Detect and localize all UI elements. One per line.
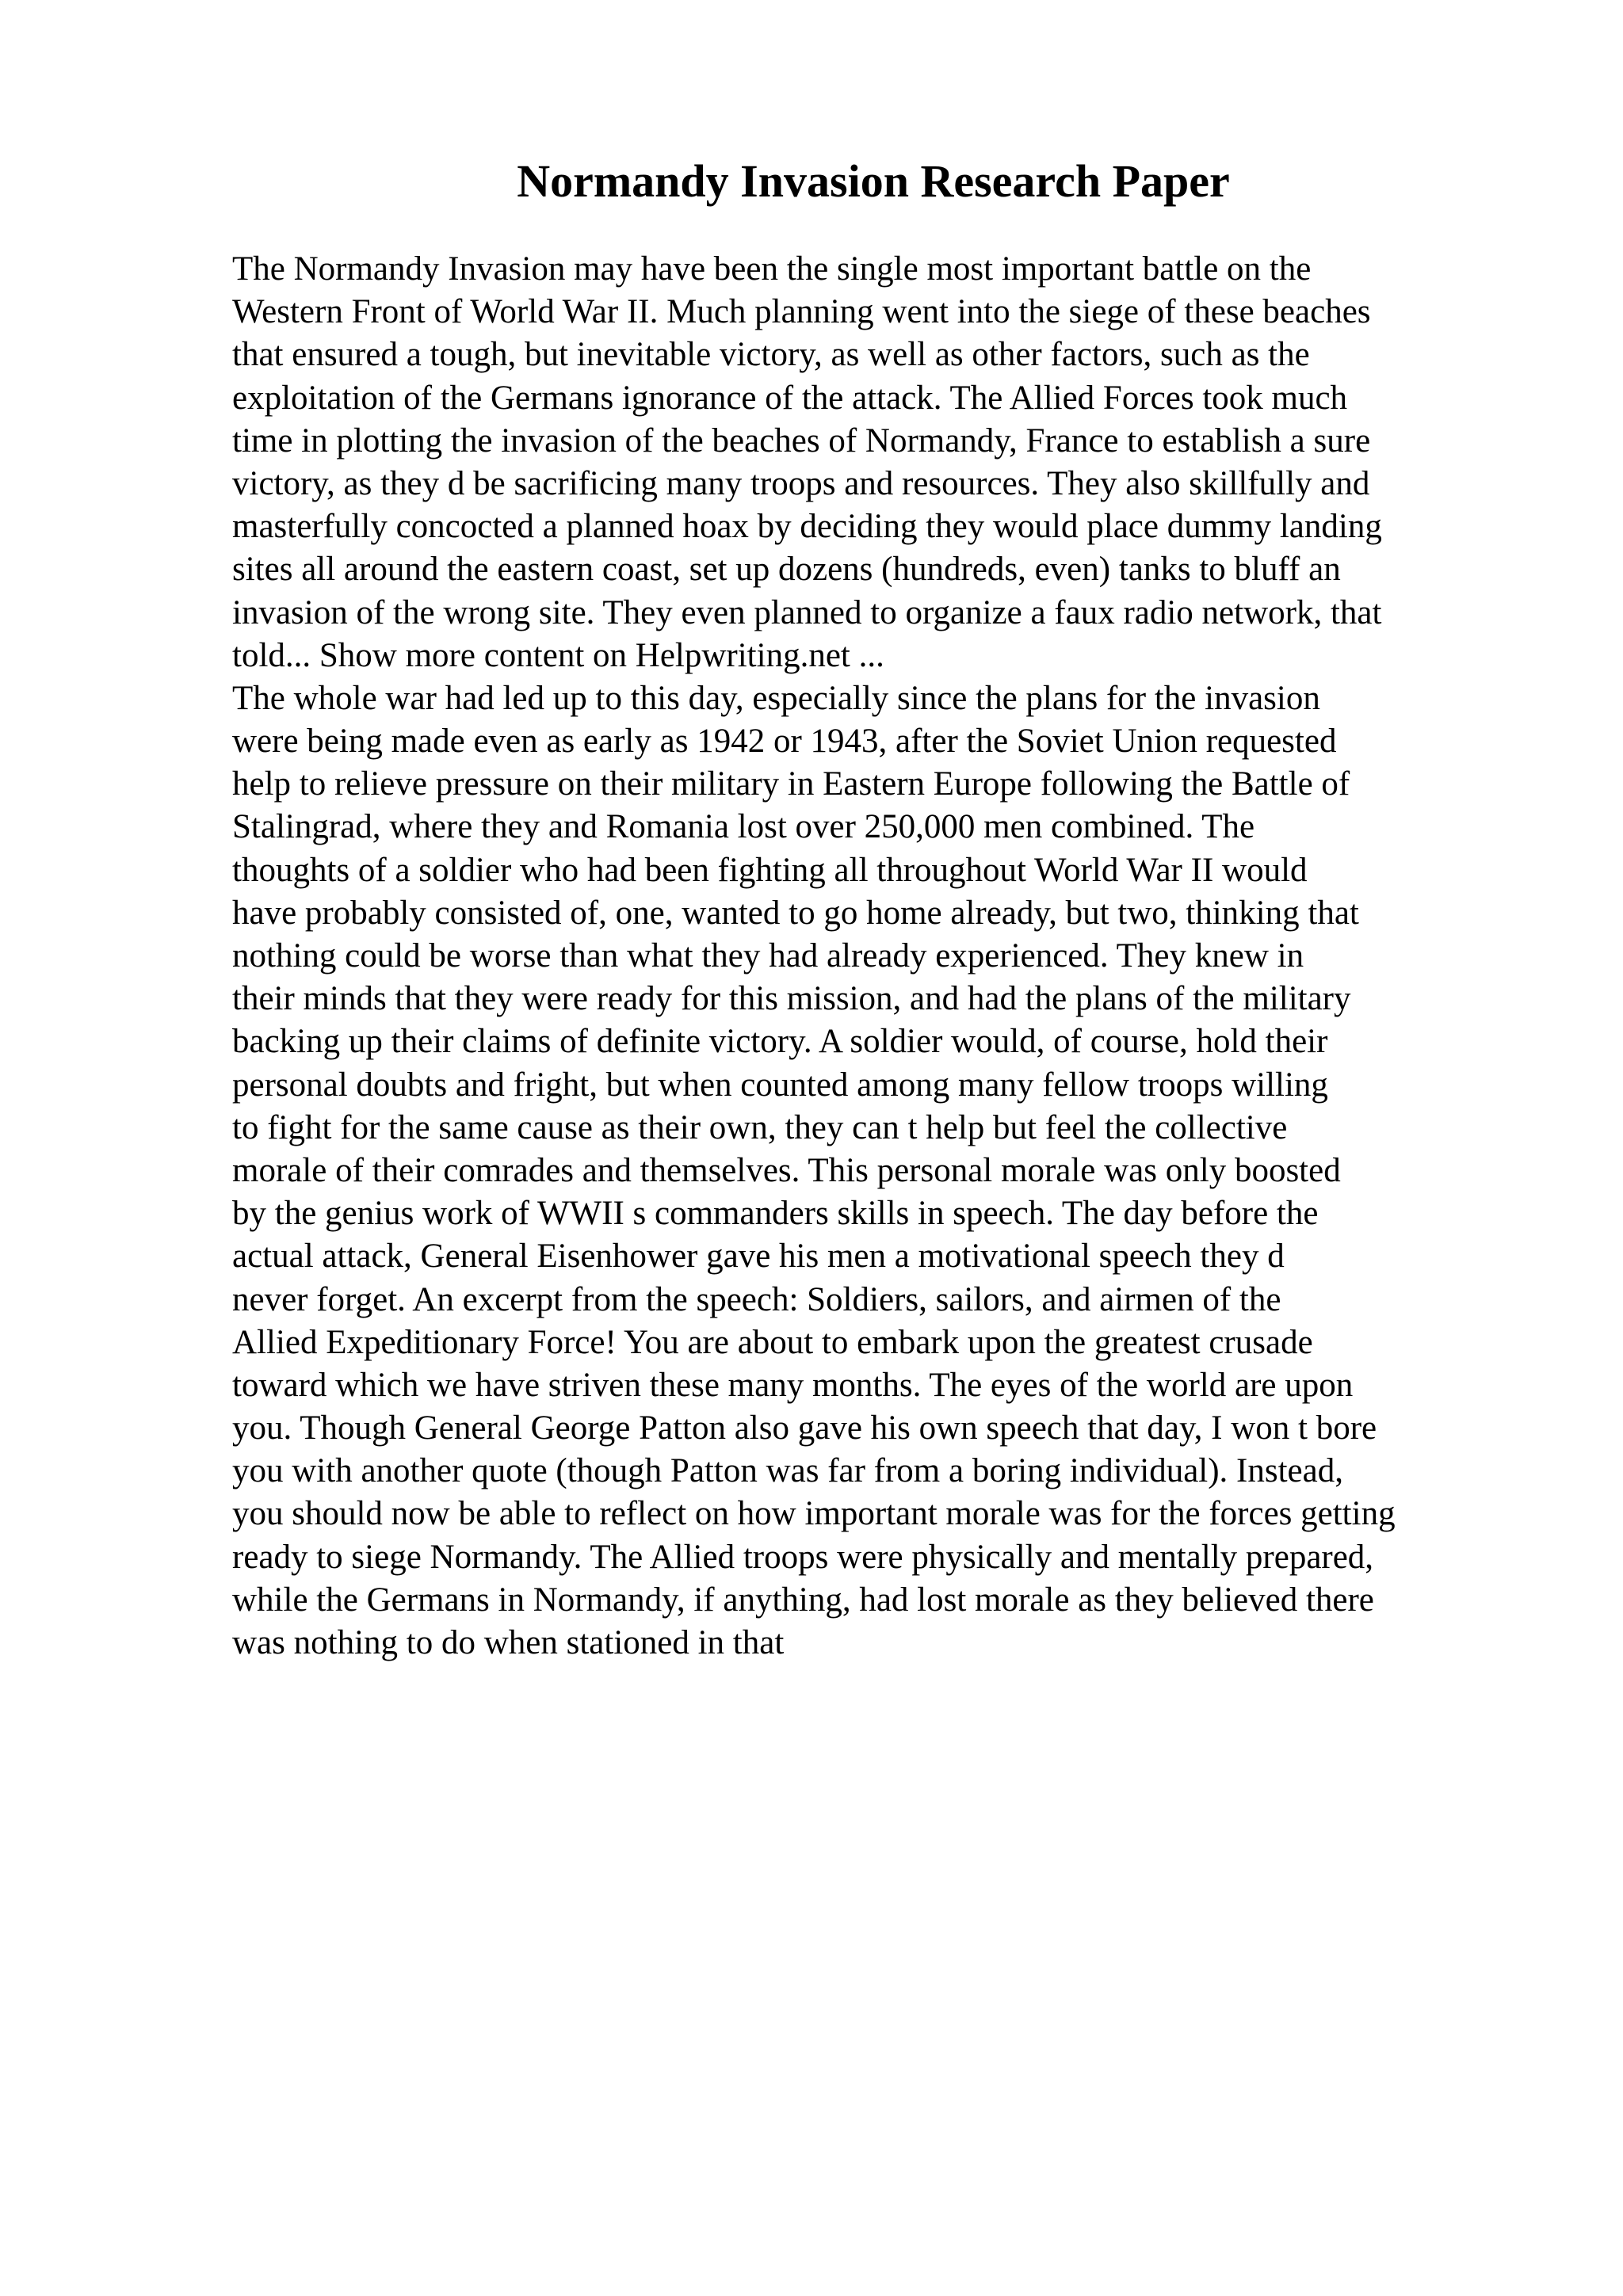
body-line: told... Show more content on Helpwriting.net ...	[232, 636, 884, 674]
body-line: you should now be able to reflect on how important morale was for the forces getting	[232, 1495, 1396, 1533]
body-line: invasion of the wrong site. They even planned to organize a faux radio network, that	[232, 593, 1382, 631]
body-line: Stalingrad, where they and Romania lost over 250,000 men combined. The	[232, 808, 1255, 846]
body-line: exploitation of the Germans ignorance of the attack. The Allied Forces took much	[232, 379, 1348, 417]
body-line: toward which we have striven these many months. The eyes of the world are upon	[232, 1366, 1354, 1404]
body-line: victory, as they d be sacrificing many troops and resources. They also skillfully and	[232, 464, 1370, 502]
body-line: time in plotting the invasion of the beaches of Normandy, France to establish a sure	[232, 421, 1371, 460]
body-line: you with another quote (though Patton was far from a boring individual). Instead,	[232, 1452, 1343, 1490]
body-line: Allied Expeditionary Force! You are about to embark upon the greatest crusade	[232, 1323, 1313, 1361]
body-line: that ensured a tough, but inevitable victory, as well as other factors, such as the	[232, 336, 1310, 374]
document-body	[232, 248, 1548, 1665]
body-line: backing up their claims of definite victory. A soldier would, of course, hold their	[232, 1023, 1328, 1061]
body-line: masterfully concocted a planned hoax by deciding they would place dummy landing	[232, 508, 1382, 546]
body-line: The Normandy Invasion may have been the single most important battle on the	[232, 250, 1312, 288]
body-line: help to relieve pressure on their military in Eastern Europe following the Battle of	[232, 765, 1350, 803]
body-line: to fight for the same cause as their own, they can t help but feel the collective	[232, 1108, 1288, 1146]
body-line: never forget. An excerpt from the speech: Soldiers, sailors, and airmen of the	[232, 1280, 1281, 1318]
body-line: their minds that they were ready for this mission, and had the plans of the military	[232, 980, 1351, 1018]
body-line: ready to siege Normandy. The Allied troops were physically and mentally prepared,	[232, 1538, 1374, 1576]
body-line: by the genius work of WWII s commanders skills in speech. The day before the	[232, 1195, 1319, 1233]
body-line: while the Germans in Normandy, if anything, had lost morale as they believed there	[232, 1581, 1374, 1619]
document-title: Normandy Invasion Research Paper	[517, 155, 1230, 207]
body-line: you. Though General George Patton also gave his own speech that day, I won t bore	[232, 1409, 1377, 1447]
body-line: Western Front of World War II. Much planning went into the siege of these beaches	[232, 293, 1371, 331]
body-line: personal doubts and fright, but when counted among many fellow troops willing	[232, 1066, 1328, 1104]
body-line: was nothing to do when stationed in that	[232, 1624, 785, 1661]
body-line: thoughts of a soldier who had been fighting all throughout World War II would	[232, 851, 1308, 889]
body-line: The whole war had led up to this day, especially since the plans for the invasion	[232, 679, 1320, 717]
body-line: have probably consisted of, one, wanted to go home already, but two, thinking that	[232, 894, 1359, 932]
body-line: were being made even as early as 1942 or 1943, after the Soviet Union requested	[232, 723, 1337, 761]
body-line: nothing could be worse than what they had already experienced. They knew in	[232, 937, 1304, 974]
body-line: morale of their comrades and themselves. This personal morale was only boosted	[232, 1151, 1341, 1189]
body-line: actual attack, General Eisenhower gave his men a motivational speech they d	[232, 1238, 1285, 1276]
body-line: sites all around the eastern coast, set up dozens (hundreds, even) tanks to bluff an	[232, 551, 1341, 589]
